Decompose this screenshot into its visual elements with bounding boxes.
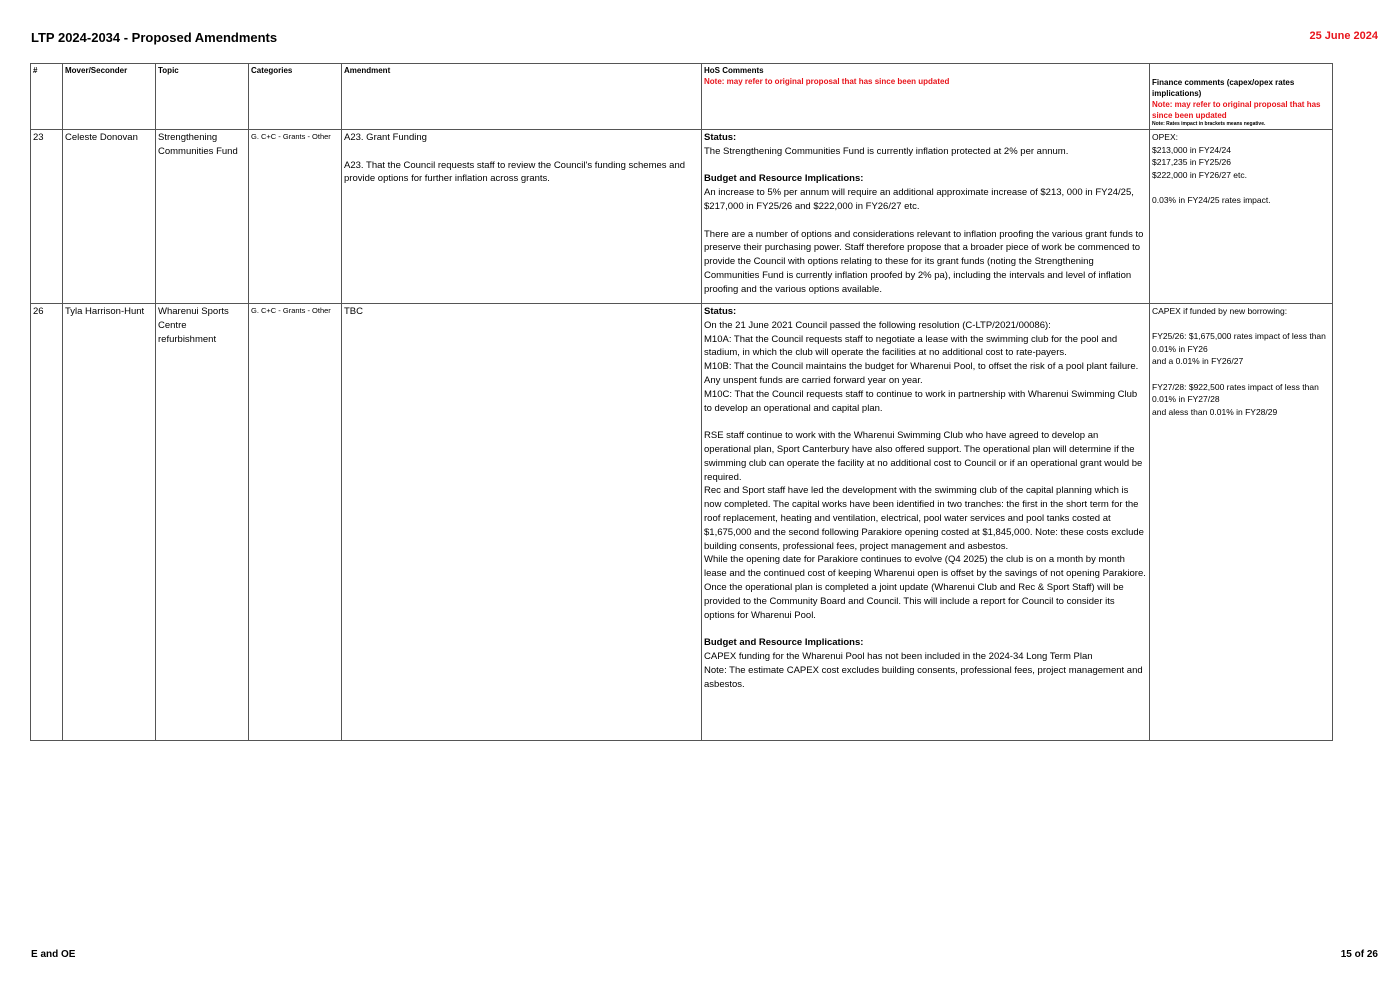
table-row: [31, 130, 1333, 304]
document-date: 25 June 2024: [1309, 30, 1378, 42]
amendment-body: A23. That the Council requests staff to review the Council's funding schemes and provide options for further inflation across grants.: [344, 159, 686, 185]
finance-line: and aless than 0.01% in FY28/29: [1152, 406, 1278, 417]
row-categories: G. C+C - Grants - Other: [249, 304, 342, 741]
status-paragraph: Rec and Sport staff have led the development with the swimming club of the capital planning which is now completed. The capital works have been identified in two tranches: the first in the short term for the roof replacement, heating and ventilation, electrical, pool water services and pool tanks costed at $1,675,000 and the second following Parakiore opening costed at $1,845,000. Note: these costs exclude building consents, professional fees, project management and asbestos.: [704, 485, 1144, 552]
finance-line: FY27/28: $922,500 rates impact of less than 0.01% in FY27/28: [1152, 381, 1319, 405]
budget-text: CAPEX funding for the Wharenui Pool has not been included in the 2024-34 Long Term Plan: [704, 650, 1093, 662]
amendments-table: [30, 63, 1333, 741]
budget-text: An increase to 5% per annum will require an additional approximate increase of $213, 000 in FY24/25, $217,000 in FY25/26 and $222,000 in FY26/27 etc.: [704, 187, 1134, 212]
header-categories: Categories: [249, 64, 342, 130]
finance-line: CAPEX if funded by new borrowing:: [1152, 306, 1288, 316]
finance-header-small-note: Note: Rates impact in brackets means negative.: [1152, 121, 1266, 127]
hos-header-label: HoS Comments: [704, 66, 764, 75]
row-mover: Tyla Harrison-Hunt: [63, 304, 156, 741]
row-amendment: [342, 130, 702, 304]
row-finance-comments: [1150, 130, 1333, 304]
finance-line: FY25/26: $1,675,000 rates impact of less than 0.01% in FY26: [1152, 331, 1326, 354]
status-paragraph: RSE staff continue to work with the Wharenui Swimming Club who have agreed to develop an operational plan, Sport Canterbury have also offered support. The operational plan will determine if the swimming club can operate the facility at no additional cost to Council or if an operational grant would be required.: [704, 430, 1143, 483]
row-mover: Celeste Donovan: [63, 130, 156, 304]
finance-header-label: Finance comments (capex/opex rates implications): [1152, 78, 1295, 98]
row-num: 26: [31, 304, 63, 741]
status-label: Status:: [704, 132, 737, 143]
amendment-title: A23. Grant Funding: [344, 132, 427, 143]
status-paragraph: On the 21 June 2021 Council passed the following resolution (C-LTP/2021/00086):: [704, 319, 1051, 331]
row-hos-comments: [702, 130, 1150, 304]
budget-label: Budget and Resource Implications:: [704, 637, 864, 649]
table-header-row: [31, 64, 1333, 130]
finance-line: $222,000 in FY26/27 etc.: [1152, 169, 1247, 180]
row-hos-comments: [702, 304, 1150, 741]
row-finance-comments: [1150, 304, 1333, 741]
table-row: [31, 304, 1333, 741]
finance-line: $213,000 in FY24/24: [1152, 144, 1231, 155]
status-paragraph: Once the operational plan is completed a joint update (Wharenui Club and Rec & Sport Staff) will be provided to the Community Board and Council. This will include a report for Council to consider its options for Wharenui Pool.: [704, 581, 1124, 621]
finance-line: 0.03% in FY24/25 rates impact.: [1152, 194, 1271, 205]
footer-disclaimer: E and OE: [31, 949, 76, 960]
row-categories: G. C+C - Grants - Other: [249, 130, 342, 304]
status-label: Status:: [704, 306, 737, 317]
page-title: LTP 2024-2034 - Proposed Amendments: [31, 30, 278, 45]
header-topic: Topic: [156, 64, 249, 130]
status-paragraph: M10B: That the Council maintains the budget for Wharenui Pool, to offset the risk of a pool plant failure. Any unspent funds are carried forward year on year.: [704, 361, 1139, 386]
finance-line: OPEX:: [1152, 132, 1178, 142]
row-topic: Strengthening Communities Fund: [156, 130, 249, 304]
page-number: 15 of 26: [1340, 949, 1378, 960]
finance-line: and a 0.01% in FY26/27: [1152, 356, 1244, 367]
header-amendment: Amendment: [342, 64, 702, 130]
header-hos-comments: [702, 64, 1150, 130]
status-paragraph: M10C: That the Council requests staff to continue to work in partnership with Wharenui Swimming Club to develop an operational and capital plan.: [704, 388, 1138, 414]
finance-line: $217,235 in FY25/26: [1152, 157, 1231, 168]
extra-text: There are a number of options and considerations relevant to inflation proofing the various grant funds to preserve their purchasing power. Staff therefore propose that a broader piece of work be commenced to provide the Council with options relating to these for its grant funds (noting the Strengthening Communities Fund is currently inflation proofed by 2% pa), including the intervals and level of inflation proofing and the various options available.: [704, 228, 1144, 295]
status-paragraph: While the opening date for Parakiore continues to evolve (Q4 2025) the club is on a month by month lease and the continued cost of keeping Wharenui open is offset by the savings of not opening Parakiore.: [704, 554, 1146, 580]
status-text: The Strengthening Communities Fund is currently inflation protected at 2% per annum.: [704, 145, 1069, 157]
header-finance-comments: [1150, 64, 1333, 130]
amendment-title: TBC: [344, 306, 363, 317]
row-amendment: [342, 304, 702, 741]
budget-text: Note: The estimate CAPEX cost excludes building consents, professional fees, project management and asbestos.: [704, 664, 1143, 690]
header-num: #: [31, 64, 63, 130]
row-topic: Wharenui Sports Centre refurbishment: [156, 304, 249, 741]
hos-header-note: Note: may refer to original proposal that has since been updated: [704, 77, 950, 86]
row-num: 23: [31, 130, 63, 304]
status-paragraph: M10A: That the Council requests staff to negotiate a lease with the swimming club for the pool and stadium, in which the club will operate the facilities at no additional cost to rate-payers.: [704, 333, 1118, 359]
budget-label: Budget and Resource Implications:: [704, 173, 864, 185]
header-mover: Mover/Seconder: [63, 64, 156, 130]
finance-header-note: Note: may refer to original proposal that has since been updated: [1152, 100, 1321, 120]
